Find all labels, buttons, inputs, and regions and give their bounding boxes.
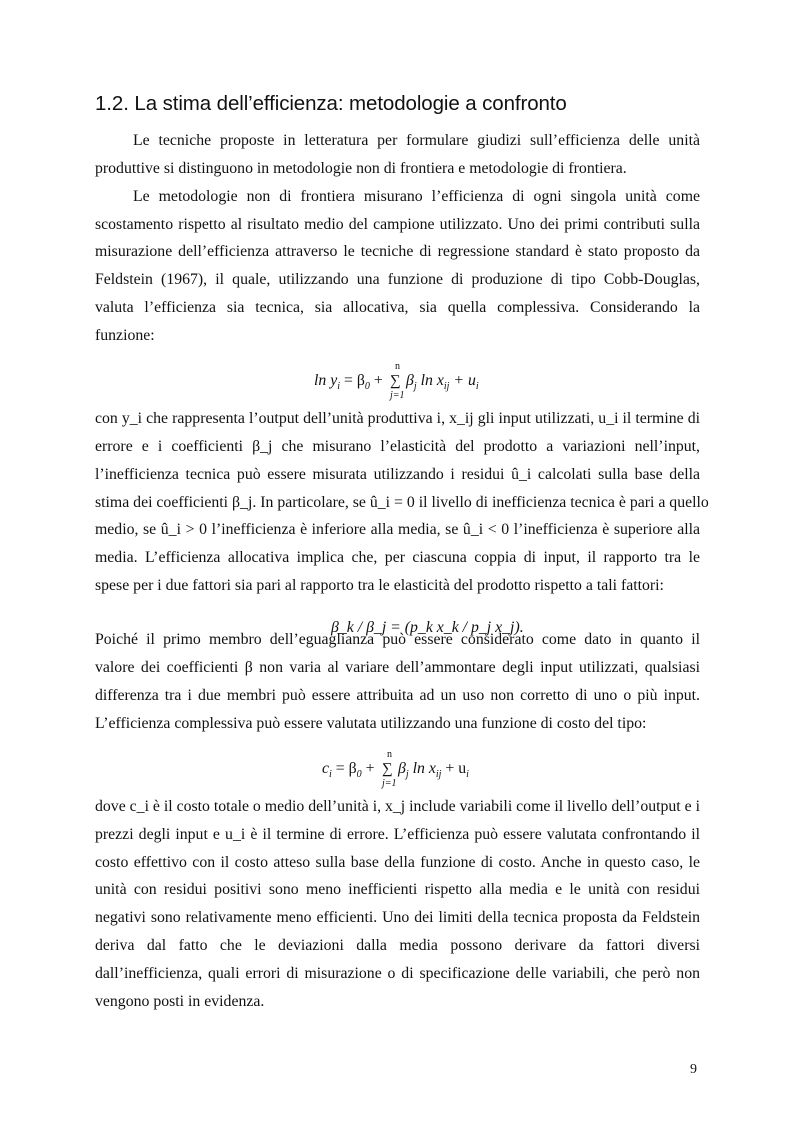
text-line: prezzi degli input e u_i è il termine di errore. L’efficienza può essere valutata confrontando il — [95, 826, 700, 843]
text-line: deriva dal fatto che le deviazioni dalla media possono derivare da fattori diversi — [95, 937, 700, 954]
text-line: medio, se û_i > 0 l’inefficienza è inferiore alla media, se û_i < 0 l’inefficienza è superiore alla — [95, 521, 700, 538]
text-line: valore dei coefficienti β non varia al variare dell’ammontare degli input utilizzati, qualsiasi — [95, 659, 700, 676]
text-line: Feldstein (1967), il quale, utilizzando una funzione di produzione di tipo Cobb-Douglas, — [95, 271, 700, 288]
text-line: vengono posti in evidenza. — [95, 993, 265, 1010]
text-line: stima dei coefficienti β_j. In particolare, se û_i = 0 il livello di inefficienza tecnica è pari a quello — [95, 494, 709, 511]
text-line: unità con residui positivi sono meno inefficienti rispetto alla media e le unità con residui — [95, 881, 700, 898]
text-line: valuta l’efficienza sia tecnica, sia allocativa, sia quella complessiva. Considerando la — [95, 299, 700, 316]
text-line: dall’inefficienza, quali errori di misurazione o di specificazione delle variabili, che però non — [95, 965, 700, 982]
text-line: media. L’efficienza allocativa implica che, per ciascuna coppia di input, il rapporto tra le — [95, 549, 700, 566]
text-line: Poiché il primo membro dell’eguaglianza può essere considerato come dato in quanto il — [95, 631, 700, 648]
text-line: dove c_i è il costo totale o medio dell’unità i, x_j include variabili come il livello dell’output e i — [95, 798, 700, 815]
equation-cost-function: $c_i = \beta_0$ + n ∑ j=1 $\beta_j$ $\ln x_{ij} + u_i$ — [322, 749, 469, 789]
text-line: funzione: — [95, 327, 155, 344]
text-line: costo effettivo con il costo atteso sulla base della funzione di costo. Anche in questo caso, le — [95, 854, 700, 871]
text-line: L’efficienza complessiva può essere valutata utilizzando una funzione di costo del tipo: — [95, 715, 647, 732]
text-line: scostamento rispetto al risultato medio del campione utilizzato. Uno dei primi contributi sulla — [95, 216, 700, 233]
text-line: misurazione dell’efficienza attraverso le tecniche di regressione standard è stato proposto da — [95, 243, 700, 260]
equation-production-function: $\ln y_i = \beta_0$ + n ∑ j=1 $\beta_j$ $\ln x_{ij} + u_i$ — [314, 361, 479, 401]
section-heading: 1.2. La stima dell’efficienza: metodologie a confronto — [95, 92, 567, 115]
text-line: negativi sono relativamente meno efficienti. Uno dei limiti della tecnica proposta da Feldstein — [95, 909, 700, 926]
text-line: Le metodologie non di frontiera misurano l’efficienza di ogni singola unità come — [133, 188, 700, 205]
text-line: l’inefficienza tecnica può essere misurata utilizzando i residui û_i calcolati sulla base della — [95, 466, 700, 483]
page-number: 9 — [690, 1062, 697, 1077]
text-line: produttive si distinguono in metodologie non di frontiera e metodologie di frontiera. — [95, 160, 627, 177]
text-line: Le tecniche proposte in letteratura per formulare giudizi sull’efficienza delle unità — [133, 132, 700, 149]
text-line: spese per i due fattori sia pari al rapporto tra le elasticità del prodotto rispetto a tali fattori: — [95, 577, 664, 594]
text-line: errore e i coefficienti β_j che misurano l’elasticità del prodotto a variazioni nell’input, — [95, 438, 700, 455]
text-line: differenza tra i due membri può essere attribuita ad un uso non corretto di uno o più input. — [95, 687, 700, 704]
text-line: con y_i che rappresenta l’output dell’unità produttiva i, x_ij gli input utilizzati, u_i il termine di — [95, 410, 700, 427]
equation-elasticity-ratio: β_k / β_j = (p_k x_k / p_j x_j). — [331, 618, 524, 636]
